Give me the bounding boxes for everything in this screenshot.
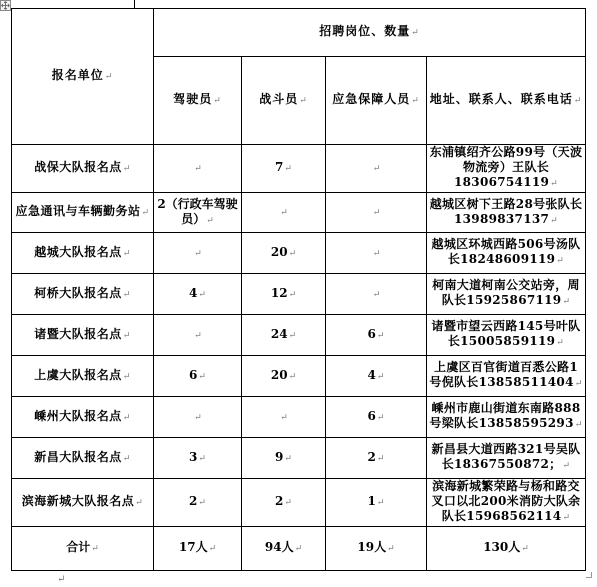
fighter-header: 战斗员↵ — [242, 57, 326, 145]
total-row — [12, 527, 586, 571]
contact-header: 地址、联系人、联系电话↵ — [427, 57, 586, 145]
fighter-count-cell: 20↵ — [242, 356, 326, 397]
driver-count-cell: 4↵ — [154, 274, 242, 315]
support-count-cell: ↵ — [326, 145, 427, 193]
table-row — [12, 356, 586, 397]
fighter-count-cell: 7↵ — [242, 145, 326, 193]
unit-cell: 战保大队报名点↵ — [12, 145, 154, 193]
total-label: 合计↵ — [12, 527, 154, 571]
contact-cell: 越城区树下王路28号张队长13989837137↵ — [427, 193, 586, 233]
fighter-count-cell: 2↵ — [242, 479, 326, 527]
driver-count-cell: ↵ — [154, 233, 242, 274]
table-row — [12, 438, 586, 479]
driver-count-cell: 2↵ — [154, 479, 242, 527]
contact-cell: 新昌县大道西路321号吴队长18367550872；↵ — [427, 438, 586, 479]
total-driver: 17人↵ — [154, 527, 242, 571]
table-row — [12, 145, 586, 193]
support-count-cell: 1↵ — [326, 479, 427, 527]
table-row — [12, 397, 586, 438]
driver-count-cell: ↵ — [154, 315, 242, 356]
unit-cell: 上虞大队报名点↵ — [12, 356, 154, 397]
support-count-cell: 6↵ — [326, 397, 427, 438]
paragraph-mark: ↵ — [57, 574, 66, 585]
recruitment-table — [11, 8, 586, 571]
fighter-count-cell: 12↵ — [242, 274, 326, 315]
table-row — [12, 315, 586, 356]
driver-header: 驾驶员↵ — [154, 57, 242, 145]
total-support: 19人↵ — [326, 527, 427, 571]
contact-cell: 嵊州市鹿山街道东南路888号梁队长13858595293↵ — [427, 397, 586, 438]
positions-group-header: 招聘岗位、数量↵ — [154, 9, 586, 57]
fighter-count-cell: ↵ — [242, 397, 326, 438]
fighter-count-cell: ↵ — [242, 193, 326, 233]
table-row — [12, 193, 586, 233]
support-count-cell: ↵ — [326, 233, 427, 274]
unit-cell: 诸暨大队报名点↵ — [12, 315, 154, 356]
table-move-handle[interactable] — [0, 0, 11, 11]
support-count-cell: ↵ — [326, 193, 427, 233]
contact-cell: 滨海新城繁荣路与杨和路交叉口以北200米消防大队余队长15968562114↵ — [427, 479, 586, 527]
table-row — [12, 233, 586, 274]
table-row — [12, 479, 586, 527]
contact-cell: 柯南大道柯南公交站旁，周队长15925867119↵ — [427, 274, 586, 315]
contact-cell: 上虞区百官街道百悉公路1号倪队长13858511404↵ — [427, 356, 586, 397]
driver-count-cell: 2（行政车驾驶员）↵ — [154, 193, 242, 233]
unit-cell: 滨海新城大队报名点↵ — [12, 479, 154, 527]
driver-count-cell: 6↵ — [154, 356, 242, 397]
fighter-count-cell: 9↵ — [242, 438, 326, 479]
unit-cell: 越城大队报名点↵ — [12, 233, 154, 274]
total-fighter: 94人↵ — [242, 527, 326, 571]
support-count-cell: 2↵ — [326, 438, 427, 479]
support-count-cell: 4↵ — [326, 356, 427, 397]
fighter-count-cell: 20↵ — [242, 233, 326, 274]
driver-count-cell: 3↵ — [154, 438, 242, 479]
contact-cell: 诸暨市望云西路145号叶队长15005859119↵ — [427, 315, 586, 356]
support-count-cell: ↵ — [326, 274, 427, 315]
driver-count-cell: ↵ — [154, 145, 242, 193]
unit-cell: 嵊州大队报名点↵ — [12, 397, 154, 438]
driver-count-cell: ↵ — [154, 397, 242, 438]
unit-cell: 柯桥大队报名点↵ — [12, 274, 154, 315]
fighter-count-cell: 24↵ — [242, 315, 326, 356]
unit-header: 报名单位↵ — [12, 9, 154, 145]
contact-cell: 越城区环城西路506号汤队长18248609119↵ — [427, 233, 586, 274]
support-header: 应急保障人员↵ — [326, 57, 427, 145]
unit-cell: 应急通讯与车辆勤务站↵ — [12, 193, 154, 233]
move-arrows-icon — [1, 1, 10, 10]
unit-cell: 新昌大队报名点↵ — [12, 438, 154, 479]
table-row — [12, 274, 586, 315]
total-all: 130人↵ — [427, 527, 586, 571]
contact-cell: 东浦镇绍齐公路99号（天波物流旁）王队长18306754119↵ — [427, 145, 586, 193]
table-resize-handle[interactable] — [586, 572, 592, 578]
support-count-cell: 6↵ — [326, 315, 427, 356]
